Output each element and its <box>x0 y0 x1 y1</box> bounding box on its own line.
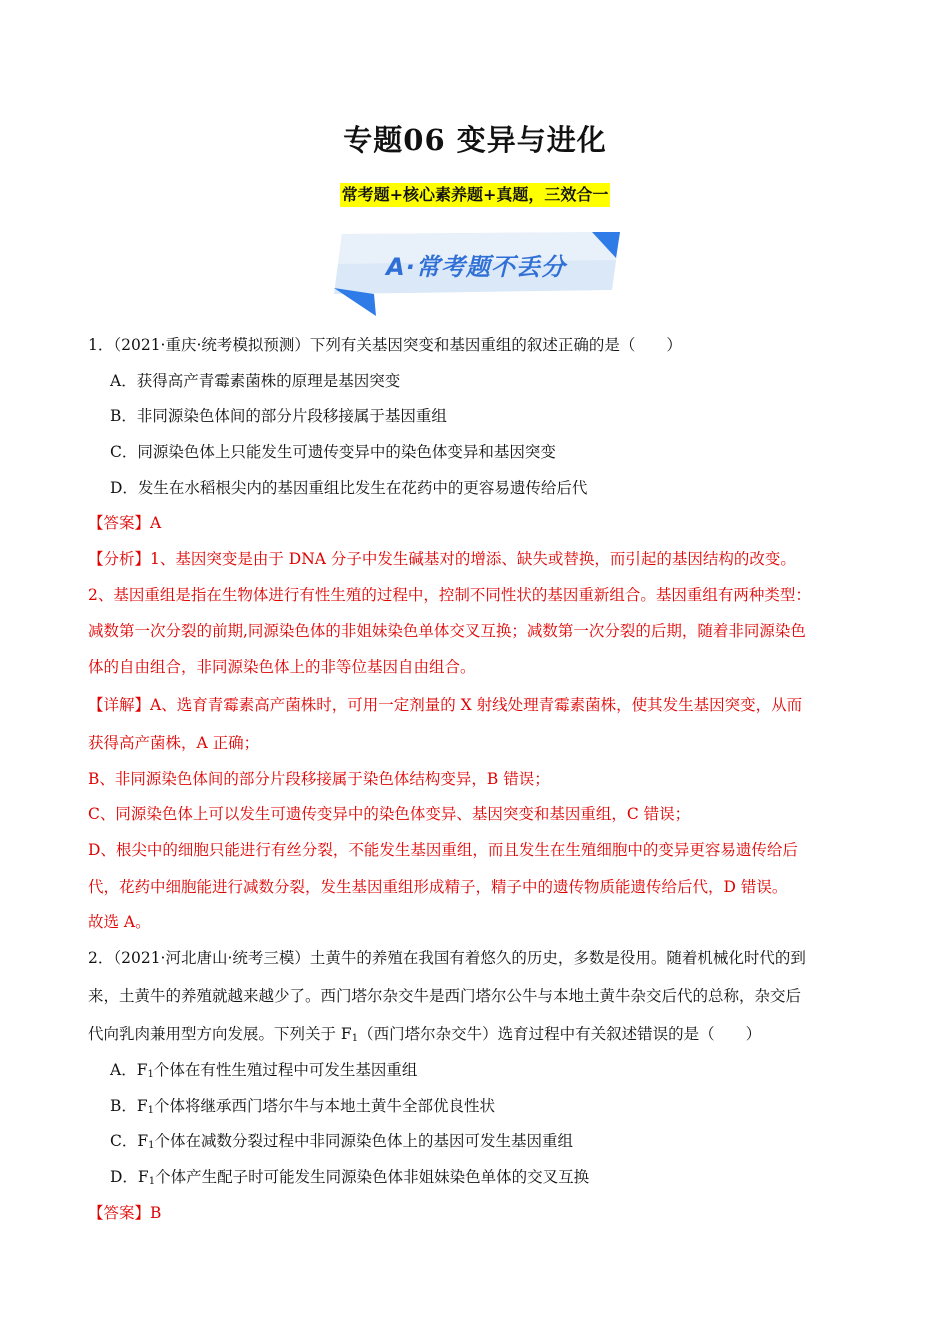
q1-detail-line: 获得高产菌株，A 正确； <box>88 734 260 752</box>
q1-analysis-line: 减数第一次分裂的前期,同源染色体的非姐妹染色单体交叉互换；减数第一次分裂的后期，随着非同源染色 <box>88 622 806 640</box>
q2-stem-line: 代向乳肉兼用型方向发展。下列关于 $F_1$（西门塔尔杂交牛）选育过程中有关叙述错误的是（ ） <box>88 1025 762 1044</box>
q1-option-d: D．发生在水稻根尖内的基因重组比发生在花药中的更容易遗传给后代 <box>110 479 588 497</box>
q1-answer: 【答案】A <box>88 514 162 532</box>
subtitle-highlight: 常考题+核心素养题+真题，三效合一 <box>340 183 611 207</box>
q2-stem-line: 2．（2021·河北唐山·统考三模）土黄牛的养殖在我国有着悠久的历史，多数是役用。随着机械化时代的到 <box>88 949 806 967</box>
q1-analysis-line: 【分析】1、基因突变是由于 DNA 分子中发生碱基对的增添、缺失或替换，而引起的基因结构的改变。 <box>88 550 796 568</box>
q1-detail-line: 代，花药中细胞能进行减数分裂，发生基因重组形成精子，精子中的遗传物质能遗传给后代，D 错误。 <box>88 878 788 896</box>
q2-option-b: B．$F_1$个体将继承西门塔尔牛与本地土黄牛全部优良性状 <box>110 1097 496 1116</box>
banner-label: A·常考题不丢分 <box>386 253 566 281</box>
q1-detail-line: B、非同源染色体间的部分片段移接属于染色体结构变异，B 错误； <box>88 770 550 788</box>
section-banner <box>330 228 622 318</box>
q2-option-d: D．$F_1$个体产生配子时可能发生同源染色体非姐妹染色单体的交叉互换 <box>110 1168 590 1187</box>
q1-option-a: A．获得高产青霉素菌株的原理是基因突变 <box>110 372 401 390</box>
q1-detail-line: 故选 A。 <box>88 913 151 931</box>
q1-detail-line: C、同源染色体上可以发生可遗传变异中的染色体变异、基因突变和基因重组，C 错误； <box>88 805 691 823</box>
q1-detail-line: D、根尖中的细胞只能进行有丝分裂，不能发生基因重组，而且发生在生殖细胞中的变异更容易遗传给后 <box>88 841 798 859</box>
q1-option-b: B．非同源染色体间的部分片段移接属于基因重组 <box>110 407 447 425</box>
page-title: 专题06 变异与进化 <box>343 123 607 157</box>
q2-option-c: C．$F_1$个体在减数分裂过程中非同源染色体上的基因可发生基因重组 <box>110 1132 574 1151</box>
q1-stem: 1．（2021·重庆·统考模拟预测）下列有关基因突变和基因重组的叙述正确的是（ ） <box>88 336 682 354</box>
q1-analysis-line: 体的自由组合，非同源染色体上的非等位基因自由组合。 <box>88 658 476 676</box>
q2-answer: 【答案】B <box>88 1204 162 1222</box>
q1-analysis-line: 2、基因重组是指在生物体进行有性生殖的过程中，控制不同性状的基因重新组合。基因重组有两种类型： <box>88 586 811 604</box>
q2-option-a: A．$F_1$个体在有性生殖过程中可发生基因重组 <box>110 1061 418 1080</box>
q1-detail-line: 【详解】A、选育青霉素高产菌株时，可用一定剂量的 X 射线处理青霉素菌株，使其发生基因突变，从而 <box>88 696 803 714</box>
q2-stem-line: 来，土黄牛的养殖就越来越少了。西门塔尔杂交牛是西门塔尔公牛与本地土黄牛杂交后代的总称，杂交后 <box>88 987 802 1005</box>
q1-option-c: C．同源染色体上只能发生可遗传变异中的染色体变异和基因突变 <box>110 443 556 461</box>
